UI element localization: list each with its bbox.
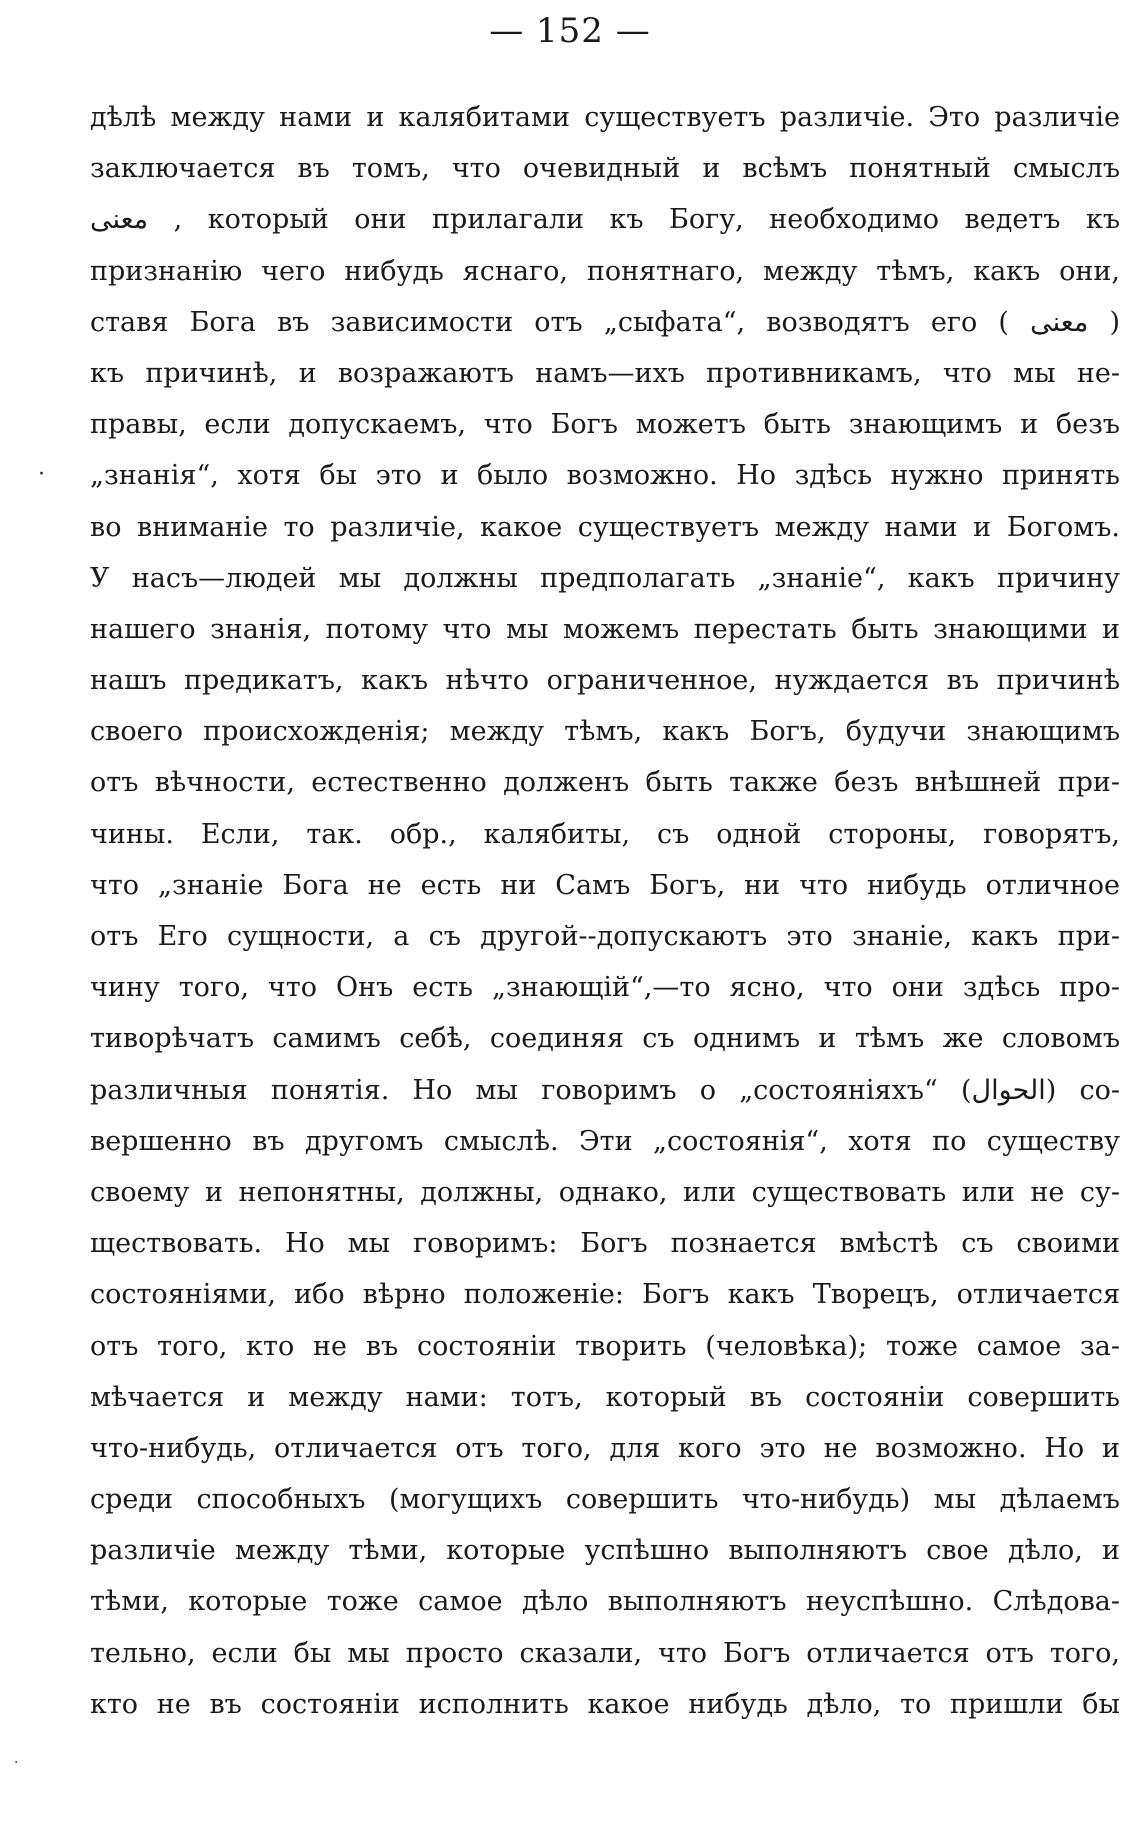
- text-line: что „знаніе Бога не есть ни Самъ Богъ, ни что нибудь отличное: [90, 869, 1120, 901]
- text-line: нашъ предикатъ, какъ нѣчто ограниченное, нуждается въ причинѣ: [90, 665, 1120, 697]
- text-line: вершенно въ другомъ смыслѣ. Эти „состоянія“, хотя по существу: [90, 1125, 1120, 1157]
- stray-dot-mark: ·: [14, 1755, 19, 1771]
- text-line: чины. Если, так. обр., калябиты, съ одной стороны, говорятъ,: [90, 818, 1120, 850]
- text-line: состояніями, ибо вѣрно положеніе: Богъ какъ Творецъ, отличается: [90, 1279, 1120, 1311]
- text-line: ставя Бога въ зависимости отъ „сыфата“, возводятъ его ( معنى ): [90, 306, 1120, 338]
- text-line: тиворѣчатъ самимъ себѣ, соединяя съ однимъ и тѣмъ же словомъ: [90, 1023, 1120, 1055]
- text-line: различіе между тѣми, которые успѣшно выполняютъ свое дѣло, и: [90, 1535, 1120, 1567]
- text-line: правы, если допускаемъ, что Богъ можетъ быть знающимъ и безъ: [90, 409, 1120, 441]
- text-line: отъ того, кто не въ состояніи творить (человѣка); тоже самое за-: [90, 1330, 1120, 1362]
- text-line: кто не въ состояніи исполнить какое нибудь дѣло, то пришли бы: [90, 1688, 1120, 1720]
- stray-dot-mark: ·: [38, 462, 45, 487]
- text-line: У насъ—людей мы должны предполагать „знаніе“, какъ причину: [90, 562, 1120, 594]
- text-line: отъ Его сущности, а съ другой--допускаютъ это знаніе, какъ при-: [90, 921, 1120, 952]
- text-line: „знанія“, хотя бы это и было возможно. Но здѣсь нужно принять: [90, 460, 1120, 492]
- text-line: معنى , который они прилагали къ Богу, необходимо ведетъ къ: [90, 204, 1120, 236]
- text-line: отъ вѣчности, естественно долженъ быть также безъ внѣшней при-: [90, 767, 1120, 799]
- text-line: тельно, если бы мы просто сказали, что Богъ отличается отъ того,: [90, 1637, 1120, 1669]
- text-line: различныя понятія. Но мы говоримъ о „состояніяхъ“ (الحوال) со-: [90, 1074, 1120, 1106]
- text-line: ществовать. Но мы говоримъ: Богъ познается вмѣстѣ съ своими: [90, 1228, 1120, 1260]
- text-line: что-нибудь, отличается отъ того, для кого это не возможно. Но и: [90, 1432, 1120, 1464]
- text-line: къ причинѣ, и возражаютъ намъ—ихъ противникамъ, что мы не-: [90, 357, 1120, 389]
- text-line: чину того, что Онъ есть „знающій“,—то ясно, что они здѣсь про-: [90, 972, 1120, 1004]
- text-line: мѣчается и между нами: тотъ, который въ состояніи совершить: [90, 1381, 1120, 1413]
- page-number: — 152 —: [489, 11, 651, 51]
- text-line: дѣлѣ между нами и калябитами существуетъ различіе. Это различіе: [90, 102, 1120, 133]
- text-line: заключается въ томъ, что очевидный и всѣмъ понятный смыслъ: [90, 153, 1120, 185]
- text-line: признанію чего нибудь яснаго, понятнаго, между тѣмъ, какъ они,: [90, 255, 1120, 287]
- text-line: во вниманіе то различіе, какое существуетъ между нами и Богомъ.: [90, 511, 1120, 543]
- text-line: тѣми, которые тоже самое дѣло выполняютъ неуспѣшно. Слѣдова-: [90, 1586, 1120, 1618]
- text-line: среди способныхъ (могущихъ совершить что-нибудь) мы дѣлаемъ: [90, 1484, 1120, 1516]
- text-line: нашего знанія, потому что мы можемъ перестать быть знающими и: [90, 613, 1120, 645]
- text-line: своему и непонятны, должны, однако, или существовать или не су-: [90, 1176, 1120, 1208]
- body-text: [90, 92, 1120, 1730]
- text-line: своего происхожденія; между тѣмъ, какъ Богъ, будучи знающимъ: [90, 716, 1120, 748]
